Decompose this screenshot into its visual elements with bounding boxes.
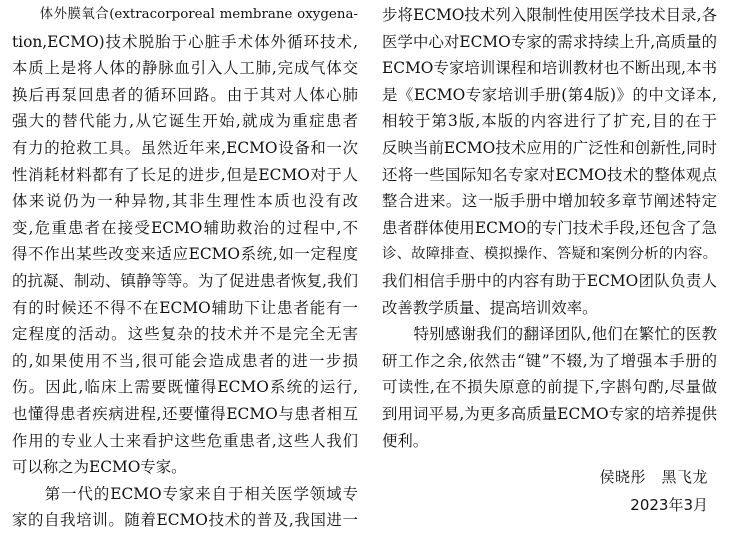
text-line: 体外膜氧合(extracorporeal membrane oxygena- bbox=[12, 7, 358, 22]
text-line: 性消耗材料都有了长足的进步,但是ECMO对于人 bbox=[12, 165, 358, 184]
text-line: 伤。因此,临床上需要既懂得ECMO系统的运行, bbox=[12, 378, 358, 397]
text-line: 强大的替代能力,从它诞生开始,就成为重症患者 bbox=[12, 112, 358, 131]
signature-date: 2023年3月 bbox=[630, 496, 708, 514]
text-line: 改善教学质量、提高培训效率。 bbox=[382, 298, 598, 317]
left-text-column bbox=[12, 2, 358, 534]
text-line: 诊、故障排查、模拟操作、答疑和案例分析的内容。 bbox=[382, 246, 717, 263]
text-line: 第一代的ECMO专家来自于相关医学领域专 bbox=[12, 484, 358, 503]
signature-names: 侯晓彤 黑飞龙 bbox=[599, 468, 708, 486]
text-line: 可读性,在不损失原意的前提下,字斟句酌,尽量做 bbox=[382, 378, 717, 397]
text-line: 是《ECMO专家培训手册(第4版)》的中文译本, bbox=[382, 85, 717, 104]
text-line: 换后再泵回患者的循环回路。由于其对人体心肺 bbox=[12, 85, 358, 104]
text-line: 反映当前ECMO技术应用的广泛性和创新性,同时 bbox=[382, 138, 717, 157]
text-line: 的,如果使用不当,很可能会造成患者的进一步损 bbox=[12, 351, 358, 370]
text-line: ECMO专家培训课程和培训教材也不断出现,本书 bbox=[382, 59, 717, 78]
text-line: 得不作出某些改变来适应ECMO系统,如一定程度 bbox=[12, 245, 358, 264]
text-line: 便利。 bbox=[382, 431, 429, 450]
text-line: 体来说仍为一种异物,其非生理性本质也没有改 bbox=[12, 192, 358, 211]
text-line: 我们相信手册中的内容有助于ECMO团队负责人 bbox=[382, 271, 717, 290]
text-line: 也懂得患者疾病进程,还要懂得ECMO与患者相互 bbox=[12, 404, 358, 423]
text-line: 的抗凝、制动、镇静等等。为了促进患者恢复,我们 bbox=[12, 271, 358, 290]
text-line: 研工作之余,依然击“键”不辍,为了增强本手册的 bbox=[382, 351, 717, 370]
text-line: 定程度的活动。这些复杂的技术并不是完全无害 bbox=[12, 325, 358, 344]
text-line: 还将一些国际知名专家对ECMO技术的整体观点 bbox=[382, 165, 717, 184]
text-line: 可以称之为ECMO专家。 bbox=[12, 458, 187, 477]
text-line: 有的时候还不得不在ECMO辅助下让患者能有一 bbox=[12, 298, 358, 317]
text-line: 作用的专业人士来看护这些危重患者,这些人我们 bbox=[12, 431, 358, 450]
text-line: 家的自我培训。随着ECMO技术的普及,我国进一 bbox=[12, 511, 358, 530]
text-line: tion,ECMO)技术脱胎于心脏手术体外循环技术, bbox=[12, 32, 358, 51]
text-line: 步将ECMO技术列入限制性使用医学技术目录,各 bbox=[382, 6, 717, 24]
text-line: 相较于第3版,本版的内容进行了扩充,目的在于 bbox=[382, 112, 717, 131]
text-line: 本质上是将人体的静脉血引入人工肺,完成气体交 bbox=[12, 59, 358, 78]
text-line: 医学中心对ECMO专家的需求持续上升,高质量的 bbox=[382, 32, 717, 51]
text-line: 整合进来。这一版手册中增加较多章节阐述特定 bbox=[382, 192, 717, 211]
text-line: 到用词平易,为更多高质量ECMO专家的培养提供 bbox=[382, 404, 717, 423]
right-text-column bbox=[382, 2, 717, 454]
text-line: 变,危重患者在接受ECMO辅助救治的过程中,不 bbox=[12, 218, 358, 237]
text-line: 患者群体使用ECMO的专门技术手段,还包含了急 bbox=[382, 218, 717, 237]
text-line: 有力的抢救工具。虽然近年来,ECMO设备和一次 bbox=[12, 138, 358, 157]
text-line: 特别感谢我们的翻译团队,他们在繁忙的医教 bbox=[382, 325, 717, 344]
